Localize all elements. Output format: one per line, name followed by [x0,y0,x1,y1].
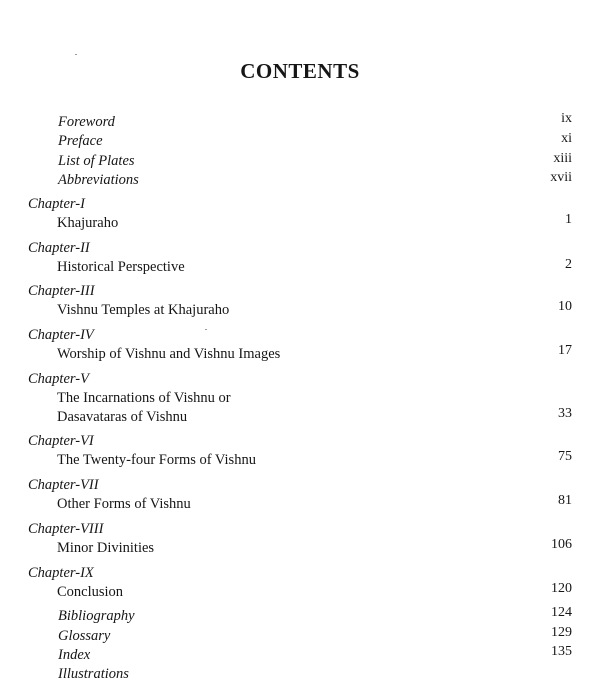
chapter-number: Chapter-I [28,196,85,212]
chapter-number: Chapter-VIII [28,521,104,537]
chapter-number: Chapter-III [28,283,95,299]
chapter-title: Dasavataras of Vishnu [57,409,188,425]
front-matter-label: Foreword [58,114,115,130]
front-matter-page: ix [561,111,572,126]
chapter-number: Chapter-IV [28,327,94,343]
chapter-title: Worship of Vishnu and Vishnu Images [57,346,281,362]
chapter-title: Vishnu Temples at Khajuraho [57,302,230,318]
back-matter-page: 129 [551,625,572,640]
front-matter-page: xiii [553,151,572,166]
chapter-title: Minor Divinities [57,540,155,556]
chapter-page: 2 [565,257,572,272]
chapter-number: Chapter-VII [28,477,99,493]
front-matter-page: xi [561,131,572,146]
chapter-title: Conclusion [57,584,124,600]
chapter-page: 10 [558,299,572,314]
chapter-number: Chapter-V [28,371,89,387]
page-title: CONTENTS [240,59,360,83]
back-matter-page: 124 [551,605,572,620]
chapter-page: 17 [558,343,572,358]
chapter-page: 1 [565,212,572,227]
back-matter-page: 135 [551,644,572,659]
chapter-title: The Incarnations of Vishnu or [57,390,231,406]
back-matter-label: Bibliography [58,608,135,624]
chapter-title: Other Forms of Vishnu [57,496,191,512]
chapter-page: 106 [551,537,572,552]
chapter-title: Historical Perspective [57,259,185,275]
front-matter-page: xvii [550,170,572,185]
scan-speck [75,54,77,55]
chapter-page: 120 [551,581,572,596]
chapter-number: Chapter-VI [28,433,94,449]
chapter-title: The Twenty-four Forms of Vishnu [57,452,256,468]
front-matter-label: List of Plates [58,153,135,169]
chapter-title: Khajuraho [57,215,119,231]
chapter-number: Chapter-IX [28,565,94,581]
scan-speck [205,329,207,330]
back-matter-label: Index [58,647,91,663]
chapter-number: Chapter-II [28,240,90,256]
back-matter-label: Glossary [58,628,111,644]
back-matter-label: Illustrations [58,666,129,682]
chapter-page: 81 [558,493,572,508]
chapter-page: 33 [558,406,572,421]
front-matter-label: Preface [58,133,103,149]
front-matter-label: Abbreviations [58,172,139,188]
chapter-page: 75 [558,449,572,464]
